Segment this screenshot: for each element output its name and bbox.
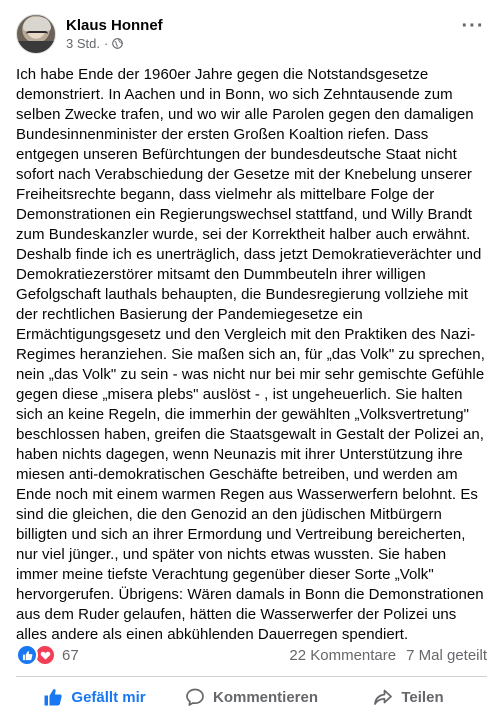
reaction-count: 67 bbox=[62, 646, 79, 664]
share-label: Teilen bbox=[401, 688, 444, 706]
more-options-icon[interactable]: ··· bbox=[461, 15, 485, 37]
like-button[interactable] bbox=[16, 681, 173, 713]
divider bbox=[16, 676, 487, 677]
author-name[interactable]: Klaus Honnef bbox=[66, 17, 163, 34]
post-time[interactable]: 3 Std. bbox=[66, 36, 100, 51]
like-reaction-icon bbox=[16, 644, 38, 666]
share-button[interactable] bbox=[330, 681, 487, 713]
globe-icon bbox=[112, 38, 123, 49]
avatar[interactable] bbox=[16, 14, 56, 54]
like-label: Gefällt mir bbox=[71, 688, 146, 706]
post-header bbox=[16, 12, 487, 56]
share-count[interactable]: 7 Mal geteilt bbox=[406, 646, 487, 664]
comment-label: Kommentieren bbox=[212, 688, 319, 706]
thumbs-up-icon bbox=[43, 687, 63, 707]
post-actions bbox=[16, 681, 487, 713]
post-subline bbox=[66, 35, 163, 52]
post-meta bbox=[66, 16, 163, 52]
comment-button[interactable] bbox=[173, 681, 330, 713]
comment-count[interactable]: 22 Kommentare bbox=[289, 646, 397, 664]
comment-icon bbox=[185, 687, 205, 707]
reactions-summary[interactable] bbox=[16, 644, 79, 666]
post-stats bbox=[16, 644, 487, 666]
post-text: Ich habe Ende der 1960er Jahre gegen die Notstandsgesetze demonstriert. In Aachen und in Bonn, wo sich Zehntausende zum selben Zwecke trafen, und wo wir alle Parolen gegen den damaligen Bundesinnenminister der ersten Großen Koaltion riefen. Dass entgegen unseren Befürchtungen der bundesdeutsche Staat nicht sofort nach Verabschiedung der Gesetze mit der Knebelung unserer Freiheitsrechte begann, dass vielmehr als mittelbare Folge der Demonstrationen ein Regierungswechsel stattfand, und Willy Brandt zum Bundeskanzler wurde, sei der Korrektheit halber auch erwähnt. Deshalb finde ich es unerträglich, dass jetzt Demokratieverächter und Demokratiezerstörer mitsamt den Dummbeuteln ihrer willigen Gefolgschaft lauthals behaupten, die Bundesregierung vollziehe mit der rechtlichen Basierung der Pandemiegesetze ein Ermächtigungsgesetz und den Vergleich mit den Praktiken des Nazi-Regimes heranziehen. Sie maßen sich an, für „das Volk" zu sprechen, nein „das Volk" zu sein - was nicht nur bei mir sehr gemischte Gefühle gegen diese „misera plebs" auslöst - , ist ungeheuerlich. Sie halten sich an keine Regeln, die immerhin der gewählten „Volksvertretung" beschlossen haben, greifen die Staatsgewalt in Gestalt der Polizei an, haben nichts dagegen, wenn Neunazis mit ihrer Unterstützung ihre miesen anti-demokratischen Geschäfte betreiben, und werden am Ende noch mit einem warmen Regen aus Wasserwerfern belohnt. Es sind die gleichen, die den Genozid an den jüdischen Mitbürgern billigten und sich an ihrer Ermordung und Vertreibung bereicherten, nur viel jünger., und später von nichts etwas wussten. Sie haben immer meine tiefste Verachtung gegenüber dieser Sorte „Volk" hervorgerufen. Übrigens: Wären damals in Bonn die Demonstrationen aus dem Ruder gelaufen, hätten die Wasserwerfer der Polizei uns alles andere als einen abkühlenden Dauerregen spendiert. bbox=[16, 66, 485, 643]
separator-dot: · bbox=[103, 36, 109, 51]
engagement-counts bbox=[289, 647, 487, 664]
share-icon bbox=[373, 687, 393, 707]
